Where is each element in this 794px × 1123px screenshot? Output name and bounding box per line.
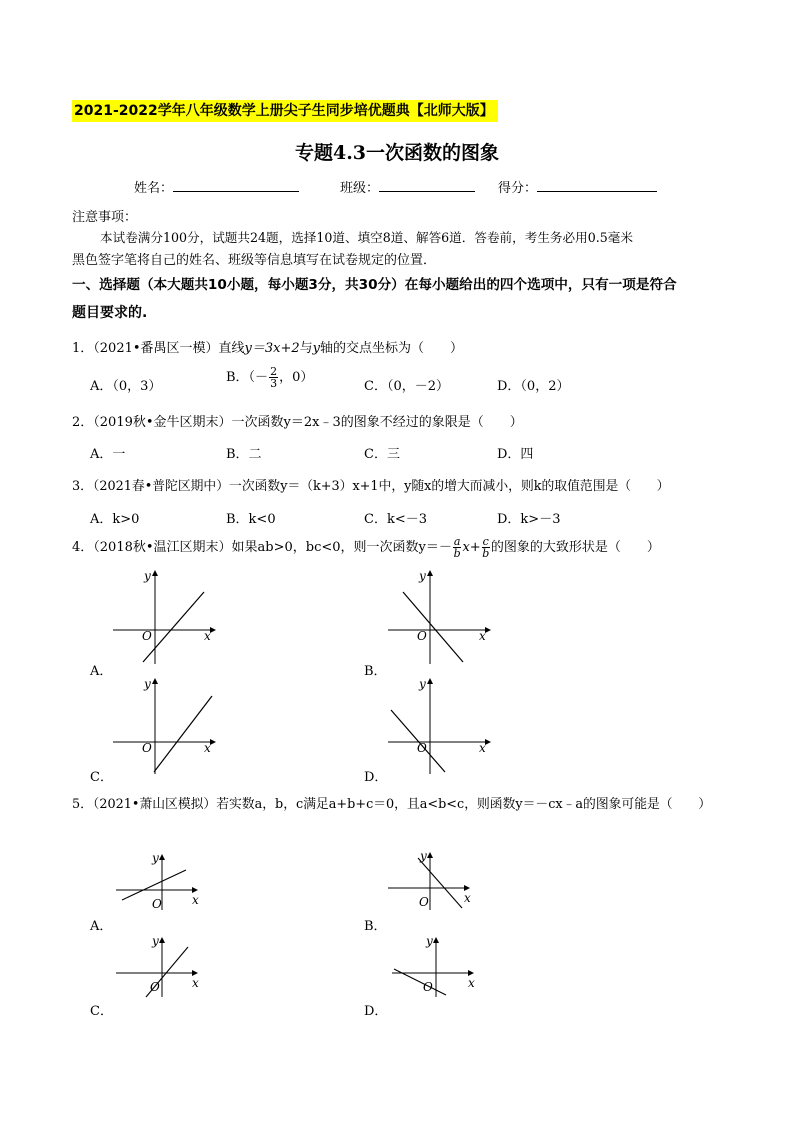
q1-b-prefix: B．（－ — [226, 370, 269, 385]
q2-option-a[interactable]: A．一 — [90, 447, 126, 462]
q1-y-axis: y — [312, 341, 321, 356]
origin-label: O — [417, 629, 427, 643]
q2-option-b[interactable]: B．二 — [226, 447, 262, 462]
class-label: 班级： — [340, 181, 380, 196]
y-axis-label: y — [152, 934, 159, 948]
section-heading-line-2: 题目要求的. — [72, 305, 148, 321]
origin-label: O — [423, 980, 433, 994]
origin-label: O — [142, 741, 152, 755]
q4-fraction-2 — [482, 536, 490, 559]
q1-equation: y＝3x+2 — [244, 341, 300, 356]
q1-stem-c: 轴的交点坐标为（ ） — [320, 341, 464, 356]
origin-label: O — [152, 897, 162, 911]
q3-option-d[interactable]: D．k>－3 — [497, 512, 561, 527]
q1-option-a[interactable]: A．（0，3） — [90, 379, 162, 394]
q4-f2-denominator: b — [482, 547, 490, 560]
x-axis-label: x — [192, 893, 199, 907]
class-field — [340, 177, 475, 196]
q1-b-fraction — [269, 366, 278, 389]
score-field — [498, 177, 657, 196]
series-banner: 2021-2022学年八年级数学上册尖子生同步培优题典【北师大版】 — [72, 100, 498, 122]
q1-stem-a: 1．（2021•番禺区一模）直线 — [72, 341, 245, 356]
q3-option-b[interactable]: B．k<0 — [226, 512, 276, 527]
q5-option-d[interactable]: D． — [364, 1004, 388, 1019]
notice-line-1: 本试卷满分100分，试题共24题，选择10道、填空8道、解答6道．答卷前，考生务必用0.5毫米 — [100, 230, 633, 245]
q5-graph-a[interactable] — [112, 850, 202, 912]
q4-f1-numerator: a — [453, 535, 461, 548]
x-axis-label: x — [204, 741, 211, 755]
class-blank[interactable] — [379, 179, 475, 192]
y-axis-label: y — [419, 569, 426, 583]
q5-option-a[interactable]: A． — [90, 919, 113, 934]
name-field — [134, 177, 299, 196]
q4-option-c[interactable]: C． — [90, 770, 113, 785]
name-blank[interactable] — [173, 179, 299, 192]
name-label: 姓名： — [134, 181, 174, 196]
x-axis-label: x — [204, 629, 211, 643]
question-2-stem: 2．（2019秋•金牛区期末）一次函数y＝2x﹣3的图象不经过的象限是（ ） — [72, 415, 523, 430]
x-axis-label: x — [192, 976, 199, 990]
notice-line-2: 黑色签字笔将自己的姓名、班级等信息填写在试卷规定的位置． — [72, 253, 437, 268]
q4b-line — [403, 592, 463, 662]
question-4-stem — [72, 536, 660, 559]
notice-heading: 注意事项： — [72, 210, 138, 225]
x-axis-label: x — [468, 976, 475, 990]
x-axis-label: x — [479, 629, 486, 643]
q4-graph-a[interactable] — [108, 568, 218, 668]
q5-option-c[interactable]: C． — [90, 1004, 113, 1019]
page-title: 专题4.3一次函数的图象 — [294, 142, 500, 164]
x-axis-label: x — [464, 891, 471, 905]
q1-stem-b: 与 — [299, 341, 313, 356]
q4-mid: x+ — [462, 540, 481, 555]
y-axis-label: y — [420, 849, 427, 863]
q1-option-d[interactable]: D．（0，2） — [497, 379, 570, 394]
q4-stem-a: 4．（2018秋•温江区期末）如果ab>0，bc<0，则一次函数y＝－ — [72, 540, 452, 555]
origin-label: O — [419, 895, 429, 909]
origin-label: O — [417, 741, 427, 755]
q1-b-suffix: ，0） — [279, 370, 314, 385]
section-heading-line-1: 一、选择题（本大题共10小题，每小题3分，共30分）在每小题给出的四个选项中，只有一项是符合 — [72, 277, 677, 293]
q4a-line — [143, 592, 204, 662]
q5-graph-d[interactable] — [388, 933, 478, 999]
q4-stem-b: 的图象的大致形状是（ ） — [490, 540, 660, 555]
q1-option-c[interactable]: C．（0，－2） — [364, 379, 449, 394]
question-1-stem — [72, 337, 463, 356]
x-axis-label: x — [479, 741, 486, 755]
question-3-stem: 3．（2021春•普陀区期中）一次函数y＝（k+3）x+1中，y随x的增大而减小，则k的取值范围是（ ） — [72, 479, 670, 494]
q4-f1-denominator: b — [453, 547, 461, 560]
q5a-line — [122, 870, 186, 900]
q5-graph-b[interactable] — [384, 848, 474, 912]
q4-fraction-1 — [453, 536, 462, 559]
q2-option-c[interactable]: C．三 — [364, 447, 400, 462]
q3-option-c[interactable]: C．k<－3 — [364, 512, 427, 527]
q3-option-a[interactable]: A．k>0 — [90, 512, 140, 527]
q4c-line — [154, 696, 212, 772]
origin-label: O — [150, 980, 160, 994]
score-blank[interactable] — [537, 179, 657, 192]
q4-f2-numerator: c — [482, 535, 489, 548]
q1-b-denominator: 3 — [270, 377, 278, 390]
score-label: 得分： — [498, 181, 538, 196]
q4-option-d[interactable]: D． — [364, 770, 388, 785]
q4-graph-c[interactable] — [108, 676, 218, 776]
y-axis-label: y — [144, 677, 151, 691]
question-5-stem: 5．（2021•萧山区模拟）若实数a，b，c满足a+b+c＝0，且a<b<c，则函数y＝－cx﹣a的图象可能是（ ） — [72, 797, 711, 812]
y-axis-label: y — [152, 851, 159, 865]
q4-option-a[interactable]: A． — [90, 664, 113, 679]
q2-option-d[interactable]: D．四 — [497, 447, 534, 462]
q5-graph-c[interactable] — [112, 933, 202, 999]
origin-label: O — [142, 629, 152, 643]
q4-graph-b[interactable] — [383, 568, 493, 668]
y-axis-label: y — [426, 934, 433, 948]
q1-b-numerator: 2 — [270, 365, 278, 378]
q5-option-b[interactable]: B． — [364, 919, 387, 934]
y-axis-label: y — [419, 677, 426, 691]
q1-option-b[interactable] — [226, 366, 313, 389]
y-axis-label: y — [144, 569, 151, 583]
q4-graph-d[interactable] — [383, 676, 493, 776]
q4-option-b[interactable]: B． — [364, 664, 387, 679]
